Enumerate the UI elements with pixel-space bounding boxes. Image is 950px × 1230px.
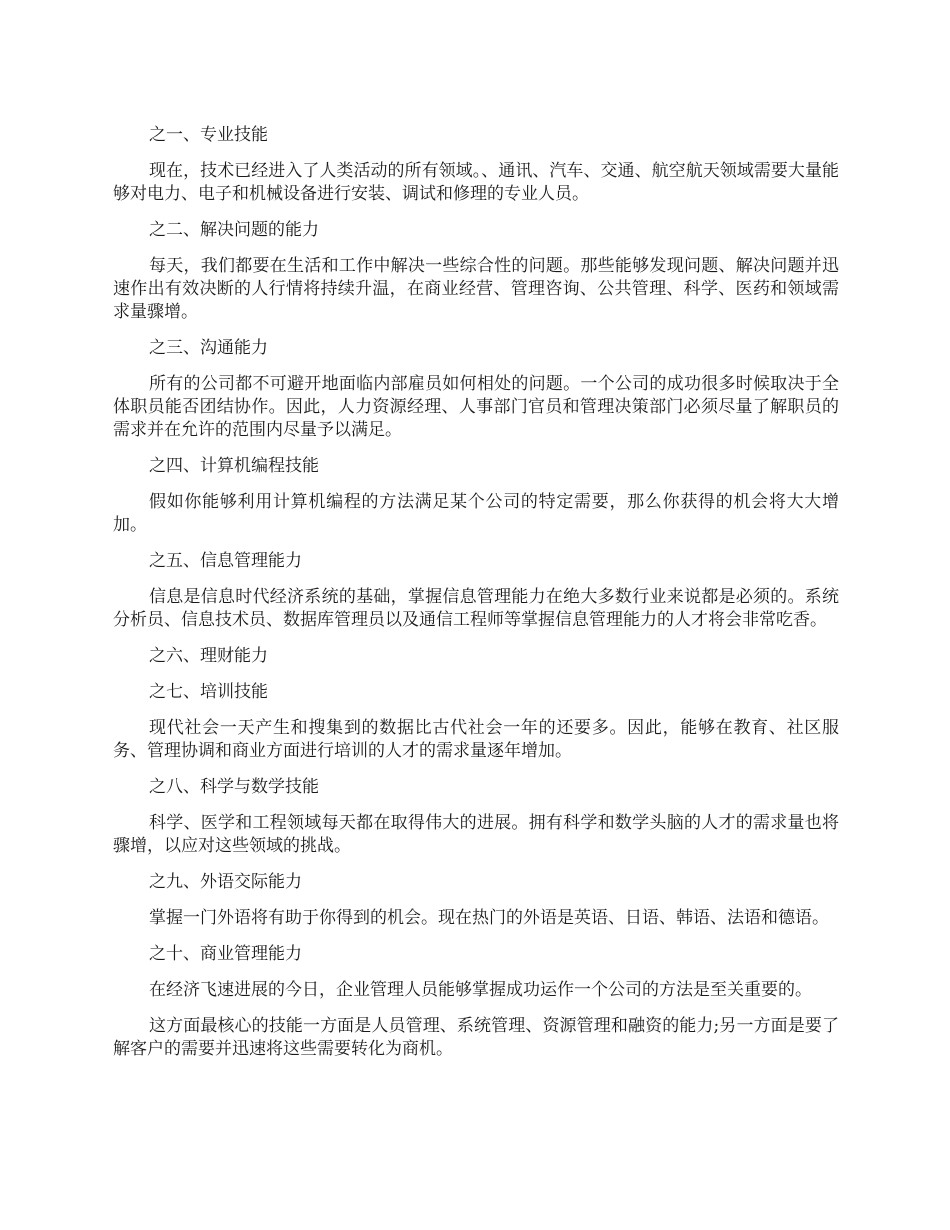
section-paragraph-9: 掌握一门外语将有助于你得到的机会。现在热门的外语是英语、日语、韩语、法语和德语。 xyxy=(149,908,829,928)
section-paragraph-3: 所有的公司都不可避开地面临内部雇员如何相处的问题。一个公司的成功很多时候取决于全体职员能否团结协作。因此，人力资源经理、人事部门官员和管理决策部门必须尽量了解职员的需求并在允许的范围内尽量予以满足。 xyxy=(113,374,839,440)
section-heading-8: 之八、科学与数学技能 xyxy=(149,777,319,797)
section-heading-6: 之六、理财能力 xyxy=(149,646,268,666)
section-heading-2: 之二、解决问题的能力 xyxy=(149,220,319,240)
section-heading-10: 之十、商业管理能力 xyxy=(149,944,302,964)
section-paragraph-4: 假如你能够利用计算机编程的方法满足某个公司的特定需要，那么你获得的机会将大大增加。 xyxy=(113,492,839,535)
document-body xyxy=(113,124,839,1074)
section-paragraph-2: 每天，我们都要在生活和工作中解决一些综合性的问题。那些能够发现问题、解决问题并迅速作出有效决断的人行情将持续升温，在商业经营、管理咨询、公共管理、科学、医药和领域需求量骤增。 xyxy=(113,256,839,322)
section-heading-9: 之九、外语交际能力 xyxy=(149,872,302,892)
section-paragraph-10a: 在经济飞速进展的今日，企业管理人员能够掌握成功运作一个公司的方法是至关重要的。 xyxy=(149,980,812,1000)
section-paragraph-8: 科学、医学和工程领域每天都在取得伟大的进展。拥有科学和数学头脑的人才的需求量也将骤增，以应对这些领域的挑战。 xyxy=(113,813,839,856)
section-paragraph-10b: 这方面最核心的技能一方面是人员管理、系统管理、资源管理和融资的能力;另一方面是要了解客户的需要并迅速将这些需要转化为商机。 xyxy=(113,1016,839,1059)
section-heading-7: 之七、培训技能 xyxy=(149,682,268,702)
section-paragraph-7: 现代社会一天产生和搜集到的数据比古代社会一年的还要多。因此，能够在教育、社区服务、管理协调和商业方面进行培训的人才的需求量逐年增加。 xyxy=(113,718,839,761)
section-heading-1: 之一、专业技能 xyxy=(149,125,268,145)
section-heading-4: 之四、计算机编程技能 xyxy=(149,456,319,476)
section-heading-5: 之五、信息管理能力 xyxy=(149,551,302,571)
section-paragraph-1: 现在，技术已经进入了人类活动的所有领域。、通讯、汽车、交通、航空航天领域需要大量能够对电力、电子和机械设备进行安装、调试和修理的专业人员。 xyxy=(113,161,839,204)
section-paragraph-5: 信息是信息时代经济系统的基础，掌握信息管理能力在绝大多数行业来说都是必须的。系统分析员、信息技术员、数据库管理员以及通信工程师等掌握信息管理能力的人才将会非常吃香。 xyxy=(113,587,839,630)
section-heading-3: 之三、沟通能力 xyxy=(149,338,268,358)
